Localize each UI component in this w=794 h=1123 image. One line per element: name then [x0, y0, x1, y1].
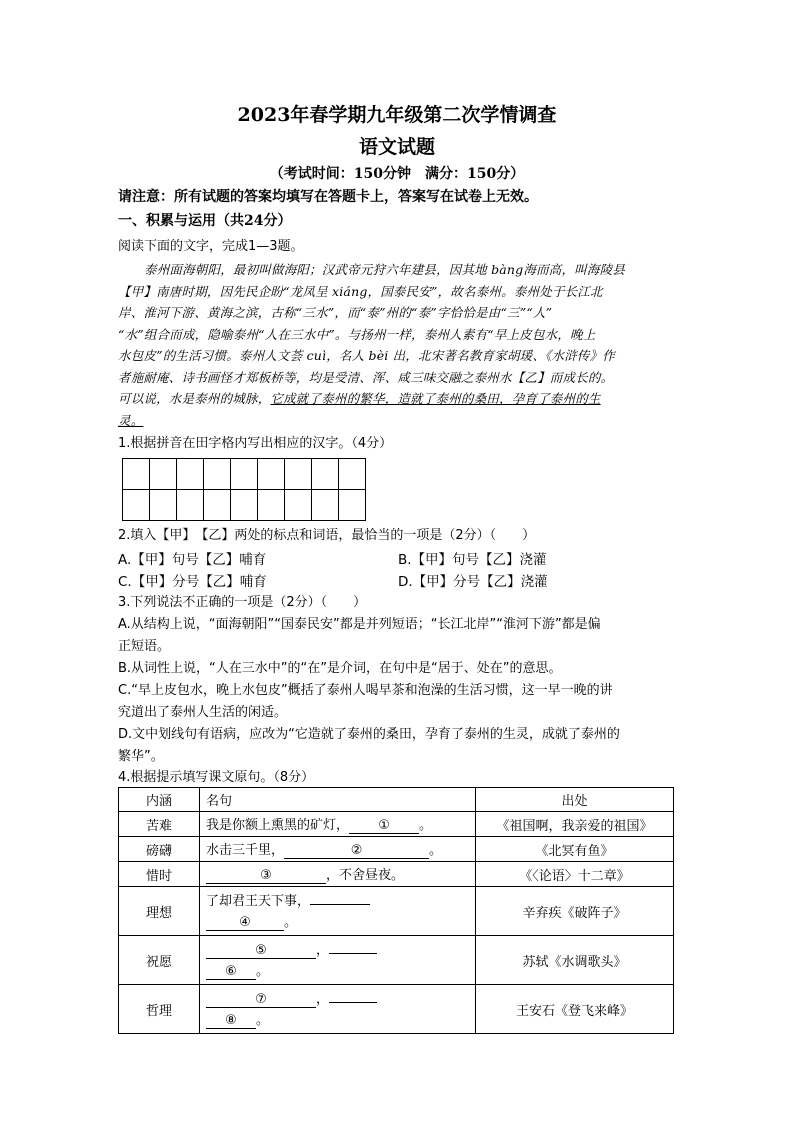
answer-blank[interactable]	[329, 938, 377, 954]
quote-text: 水击三千里，	[206, 843, 285, 858]
question-2-stem: 2.填入【甲】 【乙】两处的标点和词语，最恰当的一项是（2分）（ ）	[118, 528, 536, 543]
notice: 请注意：所有试题的答案均填写在答题卡上，答案写在试卷上无效。	[118, 189, 538, 205]
column-header: 名句	[200, 788, 476, 812]
passage-line: 者施耐庵、诗书画怪才郑板桥等，均是受清、浑、咸三味交融之泰州水【乙】而成长的。	[118, 369, 614, 385]
grid-cell[interactable]	[312, 459, 339, 490]
quote-cell: ⑦ ， ⑧ 。	[200, 985, 476, 1034]
grid-cell[interactable]	[150, 490, 177, 521]
passage-text: 可以说，水是泰州的城脉，	[118, 391, 271, 406]
grid-cell[interactable]	[258, 490, 285, 521]
section-title: 一、积累与运用（共24分）	[118, 213, 292, 229]
column-header: 内涵	[119, 788, 200, 812]
column-header: 出处	[476, 788, 674, 812]
exam-title: 2023年春学期九年级第二次学情调查	[237, 104, 557, 126]
grid-cell[interactable]	[285, 459, 312, 490]
quote-text: 我是你额上熏黑的矿灯，	[206, 818, 350, 833]
passage	[118, 259, 678, 431]
answer-blank[interactable]: ①	[349, 818, 419, 834]
question-1: 1.根据拼音在田字格内写出相应的汉字。（4分）	[118, 436, 393, 451]
q2-option-b[interactable]: B.【甲】句号【乙】浇灌	[398, 552, 547, 568]
q3-option-a[interactable]: A.从结构上说，“面海朝阳”“国泰民安”都是并列短语；“长江北岸”“淮河下游”都是偏	[118, 617, 601, 632]
table-row	[119, 887, 674, 936]
quote-text: 。	[256, 1013, 270, 1028]
question-4: 4.根据提示填写课文原句。（8分）	[118, 770, 315, 785]
answer-blank[interactable]	[329, 987, 377, 1003]
passage-line: 泰州面海朝阳，最初叫做海阳；汉武帝元狩六年建县，因其地 bàng海而高，叫海陵县	[144, 262, 625, 277]
passage-line	[118, 388, 678, 410]
source-cell: 《祖国啊，我亲爱的祖国》	[476, 812, 674, 837]
quote-cell: ⑤ ， ⑥ 。	[200, 936, 476, 985]
quote-cell	[200, 862, 476, 887]
grid-cell[interactable]	[123, 459, 150, 490]
passage-line: 岸、淮河下游、黄海之滨，古称“三水”，而“泰”州的“泰”字恰恰是由“三”“人”	[118, 305, 553, 320]
grid-cell[interactable]	[204, 459, 231, 490]
underlined-sentence-end: 灵。	[118, 412, 144, 428]
quote-text: 。	[429, 843, 443, 858]
grid-cell[interactable]	[177, 490, 204, 521]
quote-cell	[200, 837, 476, 862]
theme-cell: 磅礴	[119, 837, 200, 862]
source-cell: 苏轼《水调歌头》	[476, 936, 674, 985]
passage-line: 【甲】南唐时期，因先民企盼“龙凤呈 xiáng，国泰民安”，故名泰州。泰州处于长江北	[118, 283, 603, 299]
quote-text: 。	[284, 915, 298, 930]
table-row	[119, 936, 674, 985]
q3-option-d[interactable]: D.文中划线句有语病，应改为“它造就了泰州的桑田，孕育了泰州的生灵，成就了泰州的	[118, 727, 620, 742]
tianzige-grid	[122, 458, 366, 521]
answer-blank[interactable]: ⑥	[206, 964, 256, 980]
grid-cell[interactable]	[258, 459, 285, 490]
q3-option-b[interactable]: B.从词性上说，“人在三水中”的“在”是介词，在句中是“居于、处在”的意思。	[118, 661, 562, 676]
table-row	[119, 862, 674, 887]
source-cell: 王安石《登飞来峰》	[476, 985, 674, 1034]
q2-option-c[interactable]: C.【甲】分号【乙】哺育	[118, 574, 267, 590]
q3-option-c[interactable]: C.“早上皮包水，晚上水包皮”概括了泰州人喝早茶和泡澡的生活习惯，这一早一晚的讲	[118, 683, 613, 698]
table-header-row	[119, 788, 674, 812]
theme-cell: 祝愿	[119, 936, 200, 985]
answer-blank[interactable]: ②	[284, 843, 429, 859]
reading-intro: 阅读下面的文字，完成1—3题。	[118, 239, 304, 254]
passage-line: 水包皮”的生活习惯。泰州人文荟 cuì，名人 bèi 出，北宋著名教育家胡瑗、《水浒传》作	[118, 348, 616, 363]
source-cell: 《〈论语〉十二章》	[476, 862, 674, 887]
passage-line: “水”组合而成，隐喻泰州“人在三水中”。与扬州一样，泰州人素有“早上皮包水，晚上	[118, 326, 596, 342]
grid-cell[interactable]	[204, 490, 231, 521]
quote-text: 。	[419, 818, 433, 833]
answer-blank[interactable]: ④	[206, 915, 284, 931]
grid-cell[interactable]	[123, 490, 150, 521]
grid-cell[interactable]	[339, 490, 366, 521]
table-row	[119, 837, 674, 862]
theme-cell: 哲理	[119, 985, 200, 1034]
quote-cell	[200, 887, 476, 936]
answer-blank[interactable]: ⑦	[206, 992, 316, 1008]
underlined-sentence: 它成就了泰州的繁华，造就了泰州的桑田，孕育了泰州的生	[270, 391, 601, 406]
grid-cell[interactable]	[312, 490, 339, 521]
answer-blank[interactable]: ⑤	[206, 943, 316, 959]
answer-blank[interactable]	[310, 889, 370, 905]
theme-cell: 惜时	[119, 862, 200, 887]
quote-text: 了却君王天下事，	[206, 894, 311, 909]
grid-cell[interactable]	[285, 490, 312, 521]
q2-option-d[interactable]: D.【甲】分号【乙】浇灌	[398, 574, 548, 590]
source-cell: 《北冥有鱼》	[476, 837, 674, 862]
q2-option-a[interactable]: A.【甲】句号【乙】哺育	[118, 552, 267, 568]
source-cell: 辛弃疾《破阵子》	[476, 887, 674, 936]
theme-cell: 苦难	[119, 812, 200, 837]
grid-cell[interactable]	[231, 490, 258, 521]
theme-cell: 理想	[119, 887, 200, 936]
q3-option-a-cont: 正短语。	[118, 639, 171, 654]
table-row	[119, 812, 674, 837]
exam-info: （考试时间：150分钟 满分：150分）	[269, 166, 525, 182]
grid-cell[interactable]	[339, 459, 366, 490]
quote-text: 。	[256, 964, 270, 979]
grid-cell[interactable]	[231, 459, 258, 490]
answer-blank[interactable]: ⑧	[206, 1013, 256, 1029]
grid-cell[interactable]	[150, 459, 177, 490]
quote-text: ，不舍昼夜。	[326, 868, 405, 883]
recitation-table	[118, 787, 674, 1034]
answer-blank[interactable]: ③	[206, 868, 326, 884]
question-3-stem: 3.下列说法不正确的一项是（2分）（ ）	[118, 595, 367, 610]
table-row	[119, 985, 674, 1034]
quote-cell	[200, 812, 476, 837]
q3-option-d-cont: 繁华”。	[118, 749, 164, 764]
q3-option-c-cont: 究道出了泰州人生活的闲适。	[118, 705, 288, 720]
subject-title: 语文试题	[358, 136, 435, 158]
grid-cell[interactable]	[177, 459, 204, 490]
